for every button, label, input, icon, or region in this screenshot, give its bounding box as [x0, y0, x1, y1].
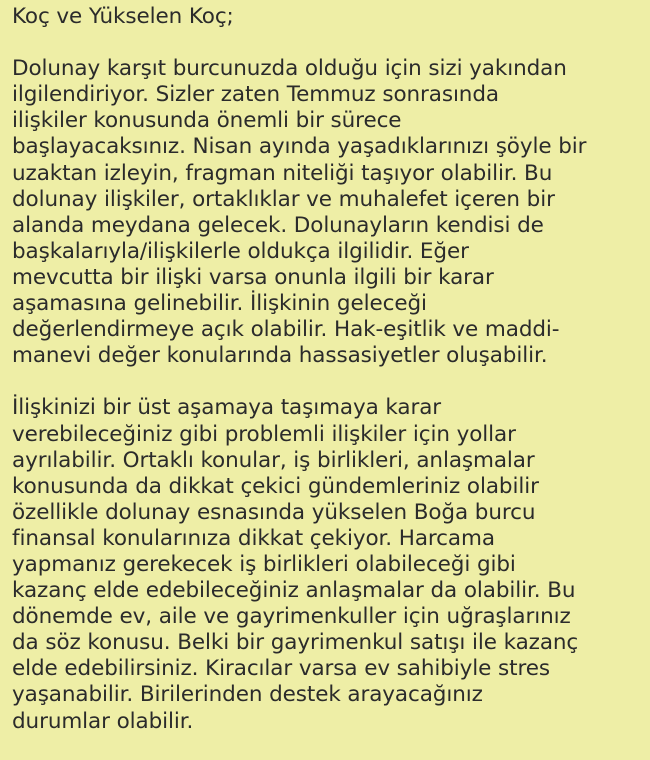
text-line: başlayacaksınız. Nisan ayında yaşadıklarınızı şöyle bir — [12, 134, 587, 160]
text-line: kazanç elde edebileceğiniz anlaşmalar da olabilir. Bu — [12, 578, 576, 604]
text-line: değerlendirmeye açık olabilir. Hak-eşitlik ve maddi- — [12, 317, 560, 343]
heading: Koç ve Yükselen Koç; — [12, 4, 234, 29]
text-line: verebileceğiniz gibi problemli ilişkiler için yollar — [12, 421, 516, 447]
text-line: durumlar olabilir. — [12, 708, 194, 734]
text-line: ayrılabilir. Ortaklı konular, iş birlikleri, anlaşmalar — [12, 447, 535, 473]
text-line: özellikle dolunay esnasında yükselen Boğa burcu — [12, 499, 536, 525]
text-line: başkalarıyla/ilişkilerle oldukça ilgilidir. Eğer — [12, 238, 469, 264]
text-line: dolunay ilişkiler, ortaklıklar ve muhalefet içeren bir — [12, 186, 555, 212]
text-line: finansal konularınıza dikkat çekiyor. Harcama — [12, 525, 495, 551]
text-line: İlişkinizi bir üst aşamaya taşımaya karar — [12, 395, 442, 421]
text-line: ilişkiler konusunda önemli bir sürece — [12, 108, 402, 134]
text-line: aşamasına gelinebilir. İlişkinin geleceği — [12, 291, 427, 317]
text-line: ilgilendiriyor. Sizler zaten Temmuz sonrasında — [12, 82, 499, 108]
paragraph-2 — [12, 395, 638, 734]
paragraph-1 — [12, 56, 638, 369]
text-line: Dolunay karşıt burcunuzda olduğu için sizi yakından — [12, 56, 567, 82]
text-line: alanda meydana gelecek. Dolunayların kendisi de — [12, 212, 544, 238]
paragraph-gap — [12, 30, 638, 56]
text-line: da söz konusu. Belki bir gayrimenkul satışı ile kazanç — [12, 630, 579, 656]
text-line: yapmanız gerekecek iş birlikleri olabileceği gibi — [12, 551, 516, 577]
text-line: elde edebilirsiniz. Kiracılar varsa ev sahibiyle stres — [12, 656, 550, 682]
paragraph-gap — [12, 369, 638, 395]
text-line: dönemde ev, aile ve gayrimenkuller için uğraşlarınız — [12, 604, 571, 630]
text-line: yaşanabilir. Birilerinden destek arayacağınız — [12, 682, 483, 708]
text-line: manevi değer konularında hassasiyetler oluşabilir. — [12, 343, 548, 369]
text-line: konusunda da dikkat çekici gündemleriniz olabilir — [12, 473, 539, 499]
text-line: mevcutta bir ilişki varsa onunla ilgili bir karar — [12, 264, 494, 290]
text-line: uzaktan izleyin, fragman niteliği taşıyor olabilir. Bu — [12, 160, 553, 186]
